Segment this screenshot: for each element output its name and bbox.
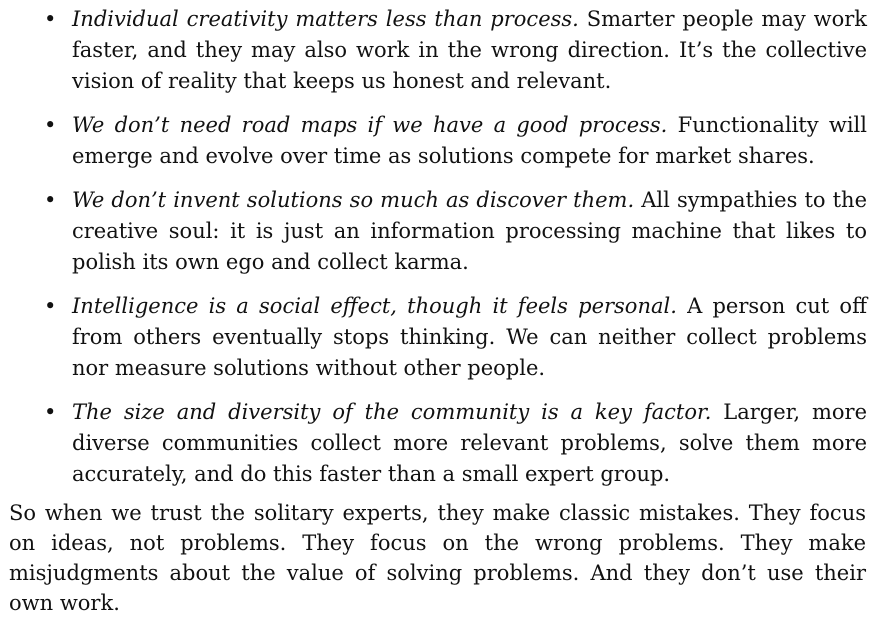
bullet-icon: •	[44, 294, 57, 318]
item-lead: Individual creativity matters less than process.	[72, 7, 587, 31]
item-lead: We don’t need road maps if we have a good process.	[72, 113, 678, 137]
bullet-icon: •	[44, 188, 57, 212]
item-lead: The size and diversity of the community is a key factor.	[72, 400, 724, 424]
item-text: Functionality will emerge and evolve over time as solutions compete for market shares.	[72, 113, 867, 168]
bullet-list	[0, 4, 881, 503]
bullet-icon: •	[44, 113, 57, 137]
list-item	[0, 185, 881, 278]
list-item	[0, 4, 881, 97]
bullet-icon: •	[44, 7, 57, 31]
item-lead: Intelligence is a social effect, though it feels personal.	[72, 294, 688, 318]
bullet-icon: •	[44, 400, 57, 424]
item-text: Larger, more diverse communities collect more relevant problems, solve them more accurately, and do this faster than a small expert group.	[72, 400, 867, 486]
list-item	[0, 397, 881, 490]
item-text: All sympathies to the creative soul: it is just an information processing machine that likes to polish its own ego and collect karma.	[72, 188, 868, 274]
body-paragraph: So when we trust the solitary experts, they make classic mistakes. They focus on ideas, not problems. They focus on the wrong problems. They make misjudgments about the value of solving problems. And they don’t use their own work.	[9, 501, 866, 615]
item-lead: We don’t invent solutions so much as discover them.	[72, 188, 642, 212]
list-item	[0, 291, 881, 384]
item-text: A person cut off from others eventually stops thinking. We can neither collect problems nor measure solutions without other people.	[72, 294, 867, 380]
list-item	[0, 110, 881, 172]
item-text: Smarter people may work faster, and they may also work in the wrong direction. It’s the collective vision of reality that keeps us honest and relevant.	[72, 7, 867, 93]
